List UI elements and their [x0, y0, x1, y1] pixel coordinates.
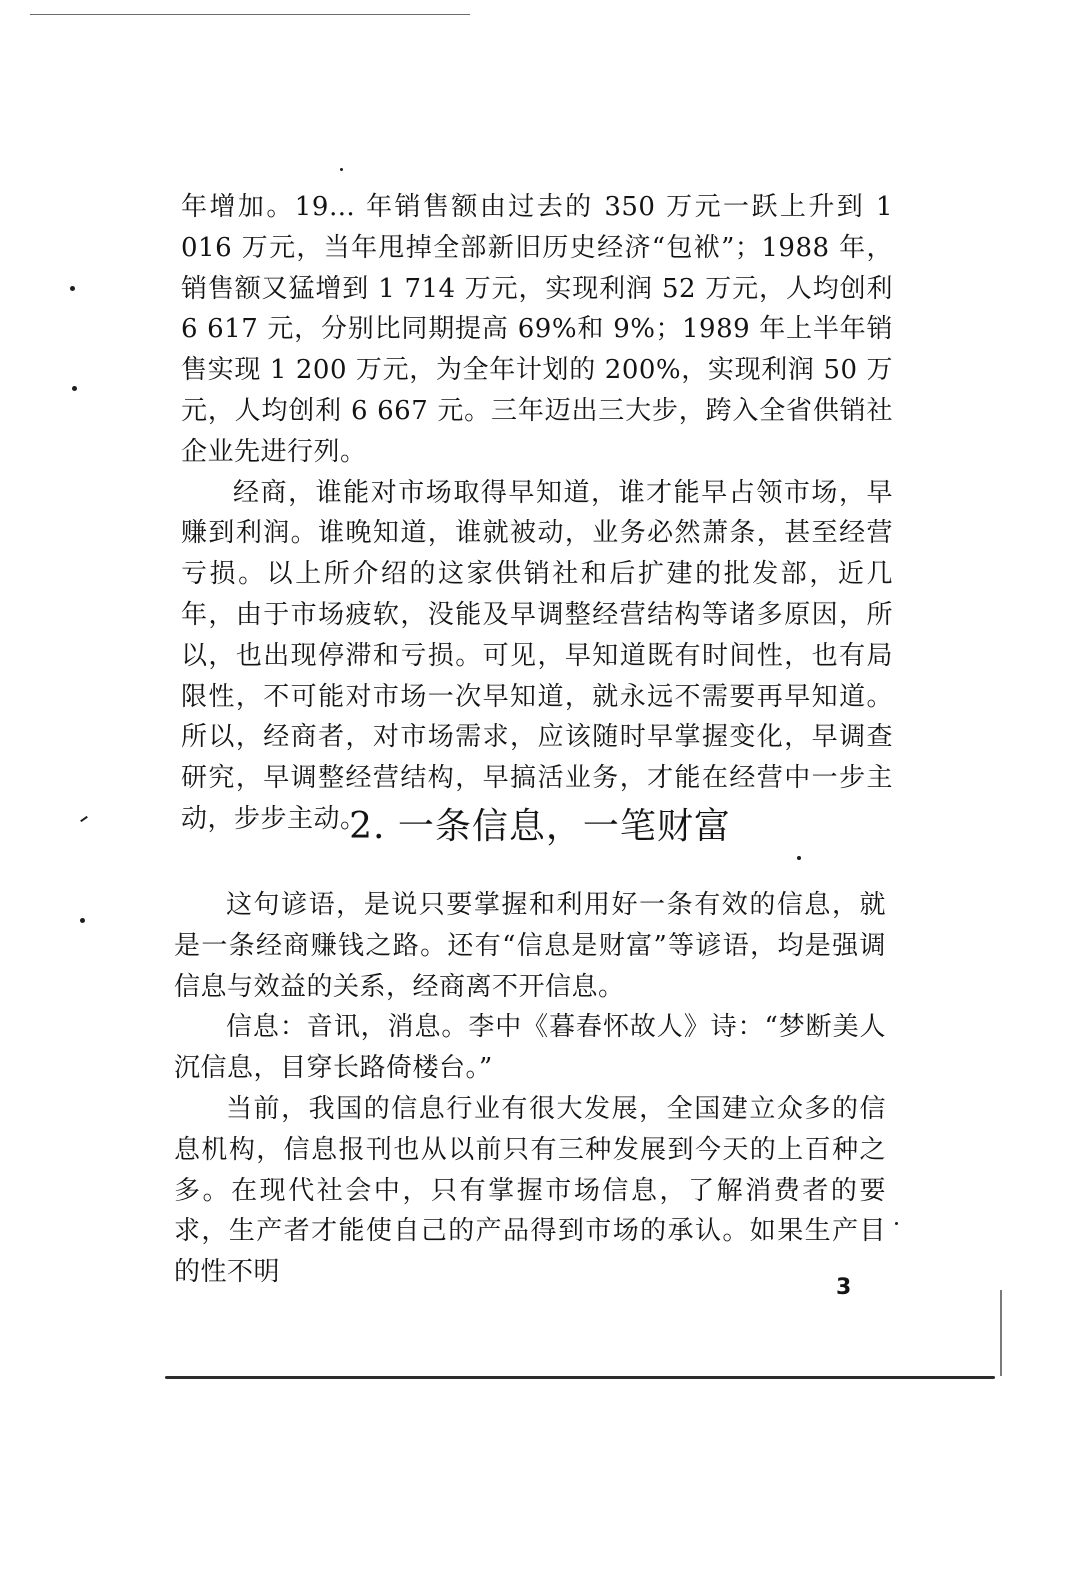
scan-bottom-rule: [165, 1376, 995, 1379]
paragraph: 年增加。19… 年销售额由过去的 350 万元一跃上升到 1 016 万元，当年甩掉全部新旧历史经济“包袱”；1988 年，销售额又猛增到 1 714 万元，实现利润 52 万元，人均创利 6 617 元，分别比同期提高 69%和 9%；1989 年上半年销售实现 1 200 万元，为全年计划的 200%，实现利润 50 万元，人均创利 6 667 元。三年迈出三大步，跨入全省供销社企业先进行列。: [181, 192, 893, 467]
scan-speck: [340, 168, 343, 171]
scan-speck: [797, 856, 801, 860]
paragraph: 经商，谁能对市场取得早知道，谁才能早占领市场，早赚到利润。谁晚知道，谁就被动，业务必然萧条，甚至经营亏损。以上所介绍的这家供销社和后扩建的批发部，近几年，由于市场疲软，没能及早调整经营结构等诸多原因，所以，也出现停滞和亏损。可见，早知道既有时间性，也有局限性，不可能对市场一次早知道，就永远不需要再早知道。所以，经商者，对市场需求，应该随时早掌握变化，早调查研究，早调整经营结构，早搞活业务，才能在经营中一步主动，步步主动。: [181, 477, 893, 834]
paragraph: 当前，我国的信息行业有很大发展，全国建立众多的信息机构，信息报刊也从以前只有三种发展到今天的上百种之多。在现代社会中，只有掌握市场信息，了解消费者的要求，生产者才能使自己的产品得到市场的承认。如果生产目的性不明: [174, 1093, 886, 1288]
scan-speck: [72, 386, 77, 391]
scan-right-edge: [1000, 1290, 1002, 1376]
paragraph: 这句谚语，是说只要掌握和利用好一条有效的信息，就是一条经商赚钱之路。还有“信息是财富”等谚语，均是强调信息与效益的关系，经商离不开信息。: [174, 890, 886, 1002]
scan-speck: [895, 1222, 898, 1225]
section-heading: 2. 一条信息，一笔财富: [349, 806, 731, 847]
paragraph: 信息：音讯，消息。李中《暮春怀故人》诗：“梦断美人沉信息，目穿长路倚楼台。”: [174, 1012, 886, 1084]
scan-speck: [70, 286, 75, 291]
scan-speck: [80, 918, 85, 923]
scan-top-rule: [30, 14, 470, 15]
body-text-bottom: [174, 885, 886, 1293]
page-number: 3: [836, 1275, 852, 1300]
body-text-top: [181, 187, 893, 840]
